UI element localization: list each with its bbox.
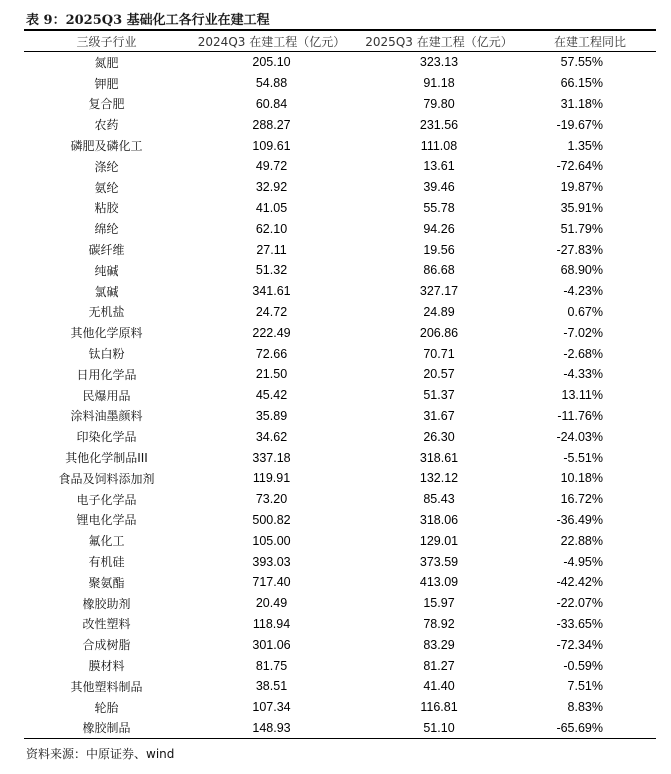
cell-2025q3: 24.89 [423,304,455,319]
cell-2024q3: 500.82 [252,512,291,527]
cell-2025q3: 132.12 [419,471,459,486]
cell-2024q3: 105.00 [252,533,291,548]
cell-2024q3: 717.40 [252,575,291,590]
cell-2024q3: 119.91 [252,471,291,486]
cell-2025q3: 111.08 [420,138,458,153]
cell-2025q3: 129.01 [419,533,459,548]
cell-subindustry: 氯碱 [94,284,119,299]
cell-yoy: -4.23% [563,284,603,299]
cell-yoy: 13.11% [561,388,603,403]
cell-subindustry: 氟化工 [88,534,125,549]
cell-2024q3: 60.84 [255,96,288,111]
cell-yoy: -4.33% [563,367,603,382]
table-row [24,385,656,406]
cell-2025q3: 373.59 [419,554,459,569]
cell-subindustry: 钛白粉 [88,347,125,362]
table-row [24,364,656,385]
cell-2025q3: 19.56 [423,242,455,257]
cell-yoy: -5.51% [563,450,603,465]
cell-2025q3: 51.10 [354,718,524,739]
cell-2025q3: 206.86 [419,325,459,340]
cell-yoy: 66.15% [560,76,603,91]
cell-2024q3: 148.93 [189,718,354,739]
cell-2025q3: 51.37 [423,388,455,403]
cell-yoy: -72.64% [556,159,603,174]
column-header-2024q3: 2024Q3 在建工程（亿元） [189,31,354,52]
cell-yoy: -65.69% [524,718,656,739]
cell-2025q3: 13.61 [423,159,455,174]
cell-2025q3: 327.17 [419,284,459,299]
cell-2024q3: 393.03 [252,554,291,569]
cell-2024q3: 288.27 [252,117,291,132]
cell-2024q3: 49.72 [255,159,288,174]
cell-subindustry: 有机硅 [88,555,125,570]
cell-2024q3: 62.10 [255,221,288,236]
cell-2025q3: 231.56 [419,117,459,132]
cell-yoy: 19.87% [560,180,603,195]
cell-subindustry: 轮胎 [94,700,119,715]
cell-2024q3: 35.89 [255,408,288,423]
table-body [24,52,656,739]
table-row [24,426,656,447]
table-row [24,135,656,156]
table-row [24,73,656,94]
cell-subindustry: 绵纶 [94,222,119,237]
table-row [24,406,656,427]
cell-2024q3: 301.06 [252,637,291,652]
table-row [24,94,656,115]
cell-subindustry: 氮肥 [94,55,119,70]
cell-yoy: 35.91% [560,200,603,215]
cell-yoy: -27.83% [556,242,603,257]
table-row [24,239,656,260]
header-row [24,31,656,52]
table-row [24,530,656,551]
cell-yoy: 7.51% [567,679,603,694]
cell-subindustry: 氨纶 [94,180,119,195]
cell-subindustry: 锂电化学品 [76,513,137,528]
cell-2025q3: 39.46 [423,180,455,195]
table-row [24,510,656,531]
cell-yoy: -24.03% [556,429,603,444]
cell-subindustry: 橡胶制品 [24,718,189,739]
cell-subindustry: 农药 [94,118,119,133]
cell-subindustry: 聚氨酯 [88,575,125,590]
cell-2024q3: 24.72 [255,304,288,319]
cell-2024q3: 27.11 [256,242,287,257]
column-header-yoy: 在建工程同比 [524,31,656,52]
table-row [24,489,656,510]
cell-yoy: 68.90% [560,263,603,278]
table-row [24,697,656,718]
cell-subindustry: 磷肥及磷化工 [70,139,143,154]
cell-yoy: -33.65% [556,616,603,631]
column-header-2025q3: 2025Q3 在建工程（亿元） [354,31,524,52]
cell-subindustry: 钾肥 [94,76,119,91]
cell-2024q3: 51.32 [255,263,288,278]
cell-2025q3: 94.26 [423,221,455,236]
cell-2024q3: 41.05 [255,200,288,215]
table-row [24,593,656,614]
cell-2025q3: 91.18 [423,76,455,91]
table-title: 表 9：2025Q3 基础化工各行业在建工程 [26,13,270,28]
cell-2025q3: 318.06 [419,512,459,527]
cell-2024q3: 222.49 [252,325,291,340]
cell-2024q3: 72.66 [255,346,288,361]
cell-2024q3: 81.75 [255,658,288,673]
cell-2025q3: 323.13 [419,55,459,70]
cell-2024q3: 38.51 [255,679,288,694]
cell-2025q3: 70.71 [423,346,455,361]
cell-subindustry: 复合肥 [88,97,125,112]
cell-2025q3: 41.40 [423,679,455,694]
cell-yoy: -36.49% [556,512,603,527]
cell-subindustry: 改性塑料 [82,617,131,632]
table-row [24,156,656,177]
cell-subindustry: 橡胶助剂 [82,596,131,611]
cell-subindustry: 其他塑料制品 [70,679,143,694]
column-header-subindustry: 三级子行业 [24,31,189,52]
cell-subindustry: 无机盐 [88,305,125,320]
table-row [24,655,656,676]
cell-2024q3: 109.61 [252,138,291,153]
cell-2024q3: 337.18 [252,450,291,465]
cell-subindustry: 食品及饲料添加剂 [58,471,155,486]
cell-subindustry: 碳纤维 [88,243,125,258]
cell-yoy: 31.18% [560,96,603,111]
cell-2024q3: 34.62 [255,429,288,444]
source-note: 资料来源：中原证券、wind [26,747,175,761]
cell-subindustry: 民爆用品 [82,388,131,403]
cell-2025q3: 79.80 [423,96,455,111]
table-row [24,52,656,73]
cell-2024q3: 20.49 [255,596,288,611]
cell-yoy: -0.59% [563,658,603,673]
cell-subindustry: 膜材料 [88,659,125,673]
table-row [24,718,656,739]
cell-yoy: -7.02% [563,325,603,340]
cell-yoy: -19.67% [556,117,603,132]
cell-subindustry: 电子化学品 [76,492,137,507]
table-row [24,447,656,468]
cell-subindustry: 其他化学制品III [65,451,148,466]
cell-2024q3: 118.94 [252,616,291,631]
cell-2024q3: 32.92 [255,180,288,195]
cell-yoy: 51.79% [560,221,603,236]
cell-yoy: -4.95% [563,554,603,569]
table-row [24,634,656,655]
table-row [24,551,656,572]
cell-yoy: 22.88% [560,533,603,548]
cell-2025q3: 15.97 [423,596,455,611]
cell-yoy: -11.76% [557,408,603,423]
cell-yoy: 8.83% [567,700,603,715]
cell-2025q3: 31.67 [423,408,455,423]
cell-2024q3: 73.20 [255,492,288,507]
table-row [24,572,656,593]
table-row [24,302,656,323]
cell-yoy: 16.72% [560,492,603,507]
cell-2025q3: 413.09 [419,575,459,590]
table-row [24,614,656,635]
table-row [24,343,656,364]
cell-2024q3: 341.61 [252,284,291,299]
cell-2025q3: 318.61 [419,450,459,465]
table-row [24,198,656,219]
cell-2024q3: 205.10 [252,55,291,70]
table-row [24,281,656,302]
cell-subindustry: 涤纶 [94,159,119,174]
cell-subindustry: 其他化学原料 [70,326,143,341]
table-row [24,260,656,281]
cell-subindustry: 纯碱 [94,263,119,278]
cell-yoy: 57.55% [560,55,603,70]
cell-2024q3: 45.42 [255,388,288,403]
table-row [24,114,656,135]
cell-yoy: 0.67% [567,304,603,319]
cell-yoy: -2.68% [563,346,603,361]
cell-2025q3: 86.68 [423,263,455,278]
cell-subindustry: 印染化学品 [76,430,137,445]
cell-2025q3: 85.43 [423,492,455,507]
table-row [24,322,656,343]
table-row [24,177,656,198]
table-row [24,676,656,697]
data-table [24,31,656,739]
cell-yoy: 1.35% [567,138,603,153]
cell-yoy: -42.42% [556,575,603,590]
cell-2025q3: 55.78 [423,200,455,215]
cell-yoy: 10.18% [560,471,603,486]
cell-2025q3: 20.57 [423,367,455,382]
cell-subindustry: 日用化学品 [76,367,137,382]
cell-2025q3: 116.81 [420,700,458,715]
cell-2024q3: 21.50 [255,367,288,382]
cell-subindustry: 涂料油墨颜料 [70,409,143,424]
cell-subindustry: 合成树脂 [82,638,131,653]
cell-2025q3: 26.30 [423,429,455,444]
table-row [24,218,656,239]
cell-2025q3: 83.29 [423,637,455,652]
table-row [24,468,656,489]
cell-2024q3: 107.34 [252,700,291,715]
cell-yoy: -72.34% [556,637,603,652]
cell-2024q3: 54.88 [255,76,288,91]
cell-subindustry: 粘胶 [94,201,119,216]
cell-2025q3: 78.92 [423,616,455,631]
cell-2025q3: 81.27 [423,658,455,673]
cell-yoy: -22.07% [556,596,603,611]
